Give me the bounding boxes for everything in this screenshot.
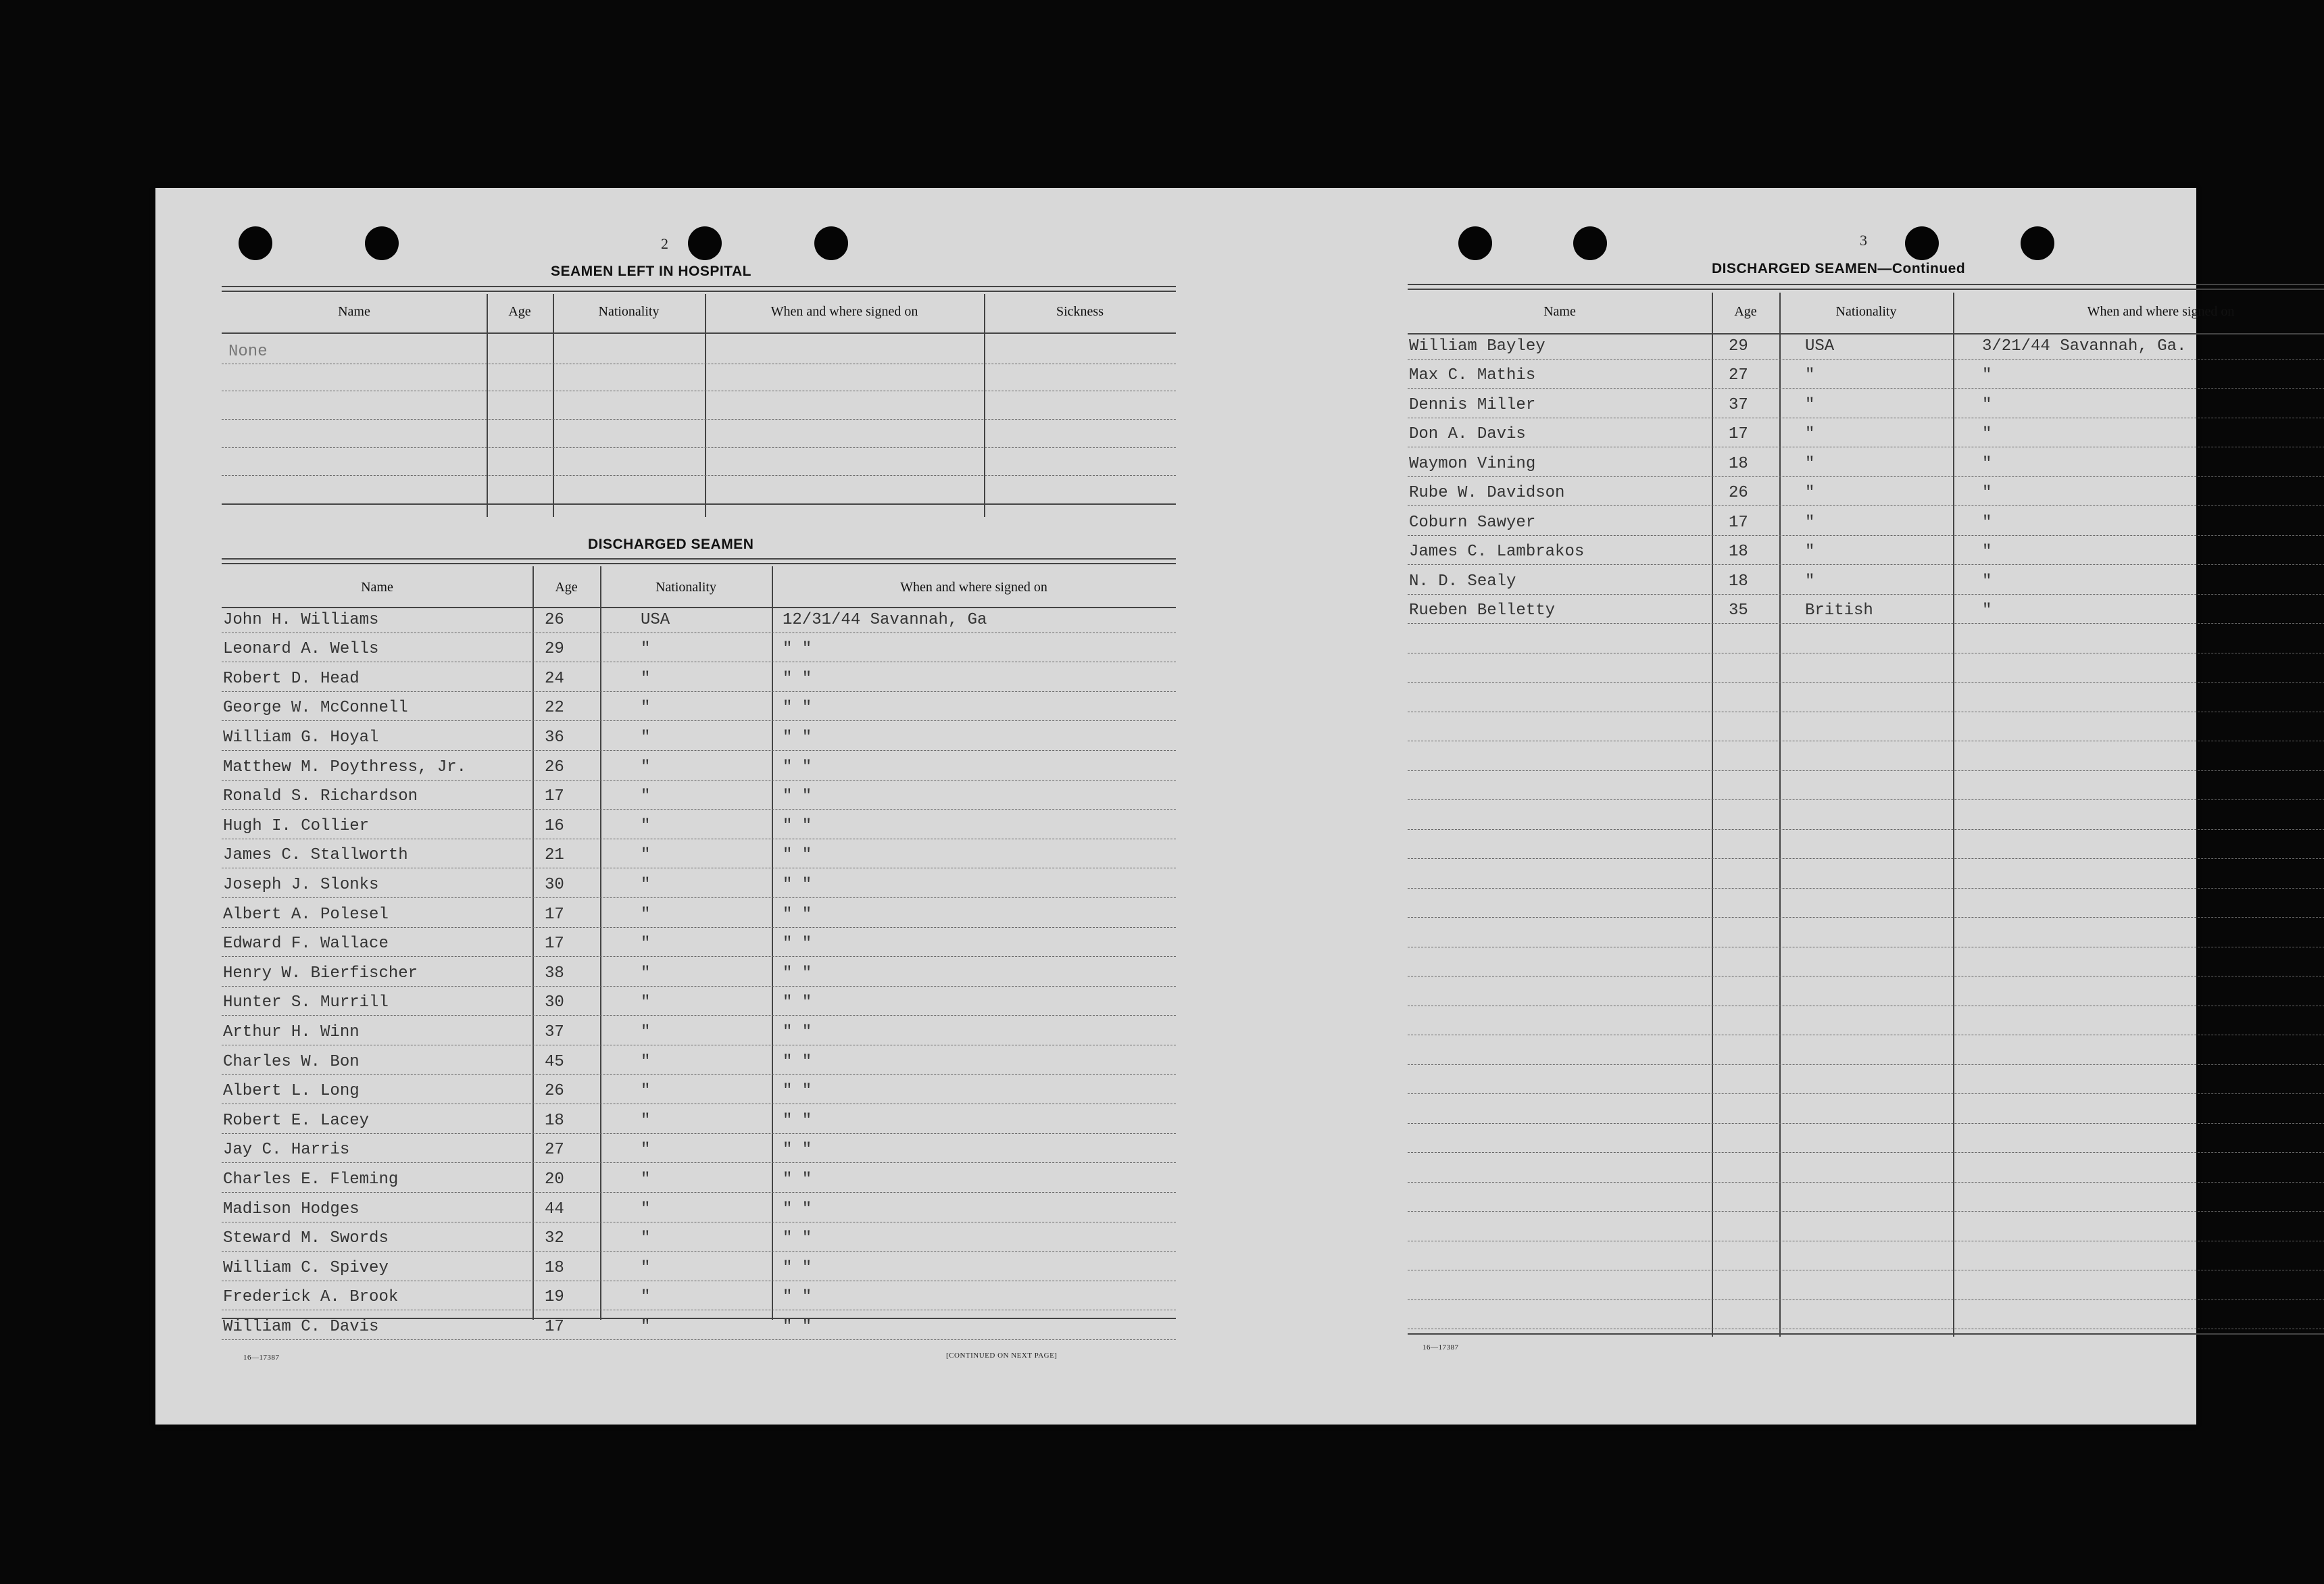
cell-name: Charles E. Fleming (223, 1170, 399, 1189)
cell-age: 27 (545, 1141, 564, 1160)
column-header-nationality: Nationality (1835, 304, 1897, 319)
row-line (1408, 535, 2324, 536)
page-number: 2 (661, 235, 668, 252)
page-number: 3 (1860, 232, 1867, 249)
cell-name: N. D. Sealy (1409, 572, 1516, 591)
cell-signed: " " (783, 1288, 812, 1307)
column-header-name: Name (1543, 304, 1576, 319)
cell-age: 16 (545, 816, 564, 835)
cell-name: Robert E. Lacey (223, 1111, 370, 1130)
empty-row-line (1408, 1064, 2324, 1065)
cell-nationality: " (1805, 366, 1815, 385)
cell-nationality: " (641, 876, 651, 894)
empty-row-line (1408, 1211, 2324, 1212)
cell-nationality: " (641, 816, 651, 835)
cell-signed: " " (783, 728, 812, 747)
row-line (222, 780, 1176, 781)
row-line (1408, 623, 2324, 624)
row-line (1408, 476, 2324, 477)
empty-row-line (1408, 1123, 2324, 1124)
cell-signed: " " (783, 1111, 812, 1130)
column-header-sickness: Sickness (1056, 304, 1104, 319)
cell-name: Ronald S. Richardson (223, 787, 418, 806)
cell-signed: " (1982, 572, 1992, 591)
cell-nationality: " (1805, 425, 1815, 443)
discharged-table (222, 566, 1176, 1336)
cell-age: 26 (545, 758, 564, 776)
cell-age: 24 (545, 669, 564, 688)
header-rule (222, 332, 1176, 334)
row-line (222, 720, 1176, 721)
cell-nationality: " (641, 1199, 651, 1218)
cell-age: 44 (545, 1199, 564, 1218)
column-divider (1712, 293, 1713, 1337)
cell-nationality: " (641, 993, 651, 1012)
row-line (1408, 359, 2324, 360)
left-page (155, 188, 1176, 1425)
cell-signed: " (1982, 513, 1992, 532)
column-divider (487, 294, 488, 517)
cell-name: James C. Lambrakos (1409, 543, 1585, 561)
empty-row-line (1408, 1152, 2324, 1153)
continued-note: [CONTINUED ON NEXT PAGE] (946, 1352, 1058, 1360)
cell-signed: " " (783, 964, 812, 983)
cell-signed: " " (783, 1229, 812, 1248)
cell-age: 29 (545, 640, 564, 659)
cell-age: 17 (545, 905, 564, 924)
cell-nationality: " (641, 640, 651, 659)
cell-name: Rueben Belletty (1409, 601, 1556, 620)
column-header-age: Age (1734, 304, 1757, 319)
cell-signed: 12/31/44 Savannah, Ga (783, 610, 987, 629)
cell-signed: " (1982, 425, 1992, 443)
row-line (1408, 388, 2324, 389)
cell-nationality: " (641, 1170, 651, 1189)
cell-nationality: " (641, 1318, 651, 1336)
row-line (222, 419, 1176, 420)
cell-name: Jay C. Harris (223, 1141, 350, 1160)
column-header-signed: When and where signed on (2087, 304, 2235, 319)
cell-signed: " " (783, 935, 812, 954)
cell-signed: " " (783, 1082, 812, 1101)
row-line (222, 1162, 1176, 1163)
cell-signed: " " (783, 1141, 812, 1160)
heading-rule (1408, 284, 2324, 290)
cell-age: 18 (545, 1111, 564, 1130)
empty-row-line (1408, 888, 2324, 889)
column-divider (1779, 293, 1781, 1337)
cell-age: 17 (545, 787, 564, 806)
cell-name: Madison Hodges (223, 1199, 360, 1218)
cell-nationality: USA (641, 610, 670, 629)
cell-signed: " " (783, 640, 812, 659)
row-line (222, 1133, 1176, 1134)
cell-age: 17 (1729, 425, 1748, 443)
cell-age: 30 (545, 993, 564, 1012)
cell-nationality: " (641, 787, 651, 806)
empty-row-line (1408, 682, 2324, 683)
column-header-nationality: Nationality (598, 304, 660, 319)
cell-nationality: " (641, 1111, 651, 1130)
row-line (1408, 594, 2324, 595)
cell-age: 26 (545, 1082, 564, 1101)
row-line (222, 897, 1176, 898)
cell-name: Charles W. Bon (223, 1052, 360, 1071)
cell-signed: " " (783, 846, 812, 865)
cell-name: Max C. Mathis (1409, 366, 1536, 385)
cell-age: 17 (545, 935, 564, 954)
form-number: 16—17387 (1423, 1343, 1459, 1352)
cell-name: Arthur H. Winn (223, 1023, 360, 1041)
cell-nationality: " (641, 1052, 651, 1071)
cell-nationality: " (641, 669, 651, 688)
cell-age: 20 (545, 1170, 564, 1189)
cell-age: 45 (545, 1052, 564, 1071)
cell-nationality: " (641, 1141, 651, 1160)
column-divider (600, 566, 601, 1320)
hospital-heading: SEAMEN LEFT IN HOSPITAL (551, 264, 751, 279)
discharged-continued-heading: DISCHARGED SEAMEN—Continued (1712, 261, 1966, 276)
cell-age: 21 (545, 846, 564, 865)
hospital-row-name: None (228, 343, 268, 361)
row-line (222, 1192, 1176, 1193)
column-divider (705, 294, 706, 517)
cell-age: 37 (1729, 395, 1748, 414)
empty-row-line (1408, 858, 2324, 859)
discharged-continued-table (1408, 293, 2324, 1337)
cell-nationality: " (1805, 543, 1815, 561)
table-bottom-rule (222, 1318, 1176, 1319)
cell-signed: " " (783, 1023, 812, 1041)
cell-age: 36 (545, 728, 564, 747)
cell-nationality: " (1805, 395, 1815, 414)
row-line (222, 475, 1176, 476)
right-page (1176, 188, 2235, 1425)
discharged-heading: DISCHARGED SEAMEN (588, 537, 754, 552)
column-divider (984, 294, 985, 517)
cell-name: Dennis Miller (1409, 395, 1536, 414)
column-divider (553, 294, 554, 517)
cell-age: 37 (545, 1023, 564, 1041)
column-header-signed: When and where signed on (900, 580, 1047, 595)
cell-age: 18 (1729, 572, 1748, 591)
cell-nationality: " (641, 1229, 651, 1248)
cell-name: Albert L. Long (223, 1082, 360, 1101)
cell-nationality: " (641, 1288, 651, 1307)
row-line (1408, 505, 2324, 506)
cell-age: 30 (545, 876, 564, 894)
empty-row-line (1408, 770, 2324, 771)
cell-nationality: " (641, 1023, 651, 1041)
cell-age: 18 (1729, 543, 1748, 561)
cell-name: Steward M. Swords (223, 1229, 389, 1248)
cell-signed: " " (783, 1318, 812, 1336)
cell-nationality: " (641, 1082, 651, 1101)
row-line (222, 447, 1176, 448)
column-header-age: Age (555, 580, 578, 595)
cell-name: Albert A. Polesel (223, 905, 389, 924)
empty-row-line (1408, 1182, 2324, 1183)
column-divider (533, 566, 534, 1320)
cell-name: Edward F. Wallace (223, 935, 389, 954)
cell-age: 26 (1729, 484, 1748, 502)
table-bottom-rule (222, 503, 1176, 505)
empty-row-line (1408, 799, 2324, 800)
cell-name: Matthew M. Poythress, Jr. (223, 758, 467, 776)
cell-signed: " " (783, 876, 812, 894)
row-line (222, 809, 1176, 810)
empty-row-line (1408, 917, 2324, 918)
cell-age: 17 (545, 1318, 564, 1336)
cell-nationality: USA (1805, 337, 1835, 355)
heading-rule (222, 286, 1176, 292)
row-line (222, 927, 1176, 928)
hospital-table (222, 294, 1176, 517)
cell-age: 22 (545, 699, 564, 718)
cell-signed: " " (783, 669, 812, 688)
cell-age: 18 (545, 1258, 564, 1277)
cell-age: 27 (1729, 366, 1748, 385)
cell-signed: " " (783, 993, 812, 1012)
cell-signed: " " (783, 758, 812, 776)
cell-age: 38 (545, 964, 564, 983)
header-rule (1408, 333, 2324, 335)
cell-age: 32 (545, 1229, 564, 1248)
cell-signed: " " (783, 1258, 812, 1277)
cell-nationality: " (641, 699, 651, 718)
cell-nationality: " (1805, 513, 1815, 532)
column-divider (1953, 293, 1954, 1337)
cell-nationality: " (1805, 484, 1815, 502)
cell-signed: " (1982, 601, 1992, 620)
row-line (222, 986, 1176, 987)
document-sheet (155, 188, 2235, 1425)
row-line (1408, 564, 2324, 565)
cell-name: Rube W. Davidson (1409, 484, 1565, 502)
cell-name: Leonard A. Wells (223, 640, 379, 659)
empty-row-line (1408, 829, 2324, 830)
cell-name: Waymon Vining (1409, 454, 1536, 473)
cell-nationality: British (1805, 601, 1873, 620)
cell-name: William G. Hoyal (223, 728, 379, 747)
cell-name: Joseph J. Slonks (223, 876, 379, 894)
cell-signed: " (1982, 543, 1992, 561)
cell-age: 29 (1729, 337, 1748, 355)
cell-age: 18 (1729, 454, 1748, 473)
cell-nationality: " (641, 935, 651, 954)
cell-signed: " " (783, 905, 812, 924)
table-bottom-rule (1408, 1333, 2324, 1335)
heading-rule (222, 558, 1176, 564)
row-line (222, 956, 1176, 957)
cell-age: 19 (545, 1288, 564, 1307)
cell-signed: 3/21/44 Savannah, Ga. (1982, 337, 2187, 355)
row-line (222, 750, 1176, 751)
cell-name: William Bayley (1409, 337, 1546, 355)
column-header-name: Name (361, 580, 393, 595)
cell-name: Don A. Davis (1409, 425, 1526, 443)
cell-signed: " (1982, 366, 1992, 385)
cell-name: Hunter S. Murrill (223, 993, 389, 1012)
cell-name: Coburn Sawyer (1409, 513, 1536, 532)
cell-name: John H. Williams (223, 610, 379, 629)
cell-age: 26 (545, 610, 564, 629)
empty-row-line (1408, 1093, 2324, 1094)
cell-nationality: " (1805, 454, 1815, 473)
cell-signed: " " (783, 699, 812, 718)
row-line (222, 1251, 1176, 1252)
column-header-signed: When and where signed on (770, 304, 918, 319)
row-line (222, 1074, 1176, 1075)
row-line (222, 691, 1176, 692)
cell-nationality: " (641, 758, 651, 776)
cell-signed: " " (783, 816, 812, 835)
cell-name: Henry W. Bierfischer (223, 964, 418, 983)
cell-signed: " " (783, 1052, 812, 1071)
cell-signed: " (1982, 484, 1992, 502)
column-header-age: Age (508, 304, 531, 319)
cell-signed: " (1982, 454, 1992, 473)
column-header-nationality: Nationality (656, 580, 716, 595)
cell-nationality: " (1805, 572, 1815, 591)
form-number: 16—17387 (243, 1354, 280, 1362)
cell-signed: " " (783, 1199, 812, 1218)
cell-nationality: " (641, 905, 651, 924)
cell-name: Hugh I. Collier (223, 816, 370, 835)
cell-nationality: " (641, 964, 651, 983)
cell-age: 35 (1729, 601, 1748, 620)
column-divider (772, 566, 773, 1320)
cell-signed: " " (783, 787, 812, 806)
cell-nationality: " (641, 1258, 651, 1277)
header-rule (222, 607, 1176, 608)
cell-nationality: " (641, 728, 651, 747)
cell-name: Frederick A. Brook (223, 1288, 399, 1307)
cell-name: William C. Spivey (223, 1258, 389, 1277)
cell-signed: " (1982, 395, 1992, 414)
cell-name: George W. McConnell (223, 699, 408, 718)
cell-signed: " " (783, 1170, 812, 1189)
cell-name: William C. Davis (223, 1318, 379, 1336)
row-line (222, 1015, 1176, 1016)
cell-name: James C. Stallworth (223, 846, 408, 865)
column-header-name: Name (338, 304, 370, 319)
cell-age: 17 (1729, 513, 1748, 532)
row-line (222, 1339, 1176, 1340)
cell-nationality: " (641, 846, 651, 865)
cell-name: Robert D. Head (223, 669, 360, 688)
